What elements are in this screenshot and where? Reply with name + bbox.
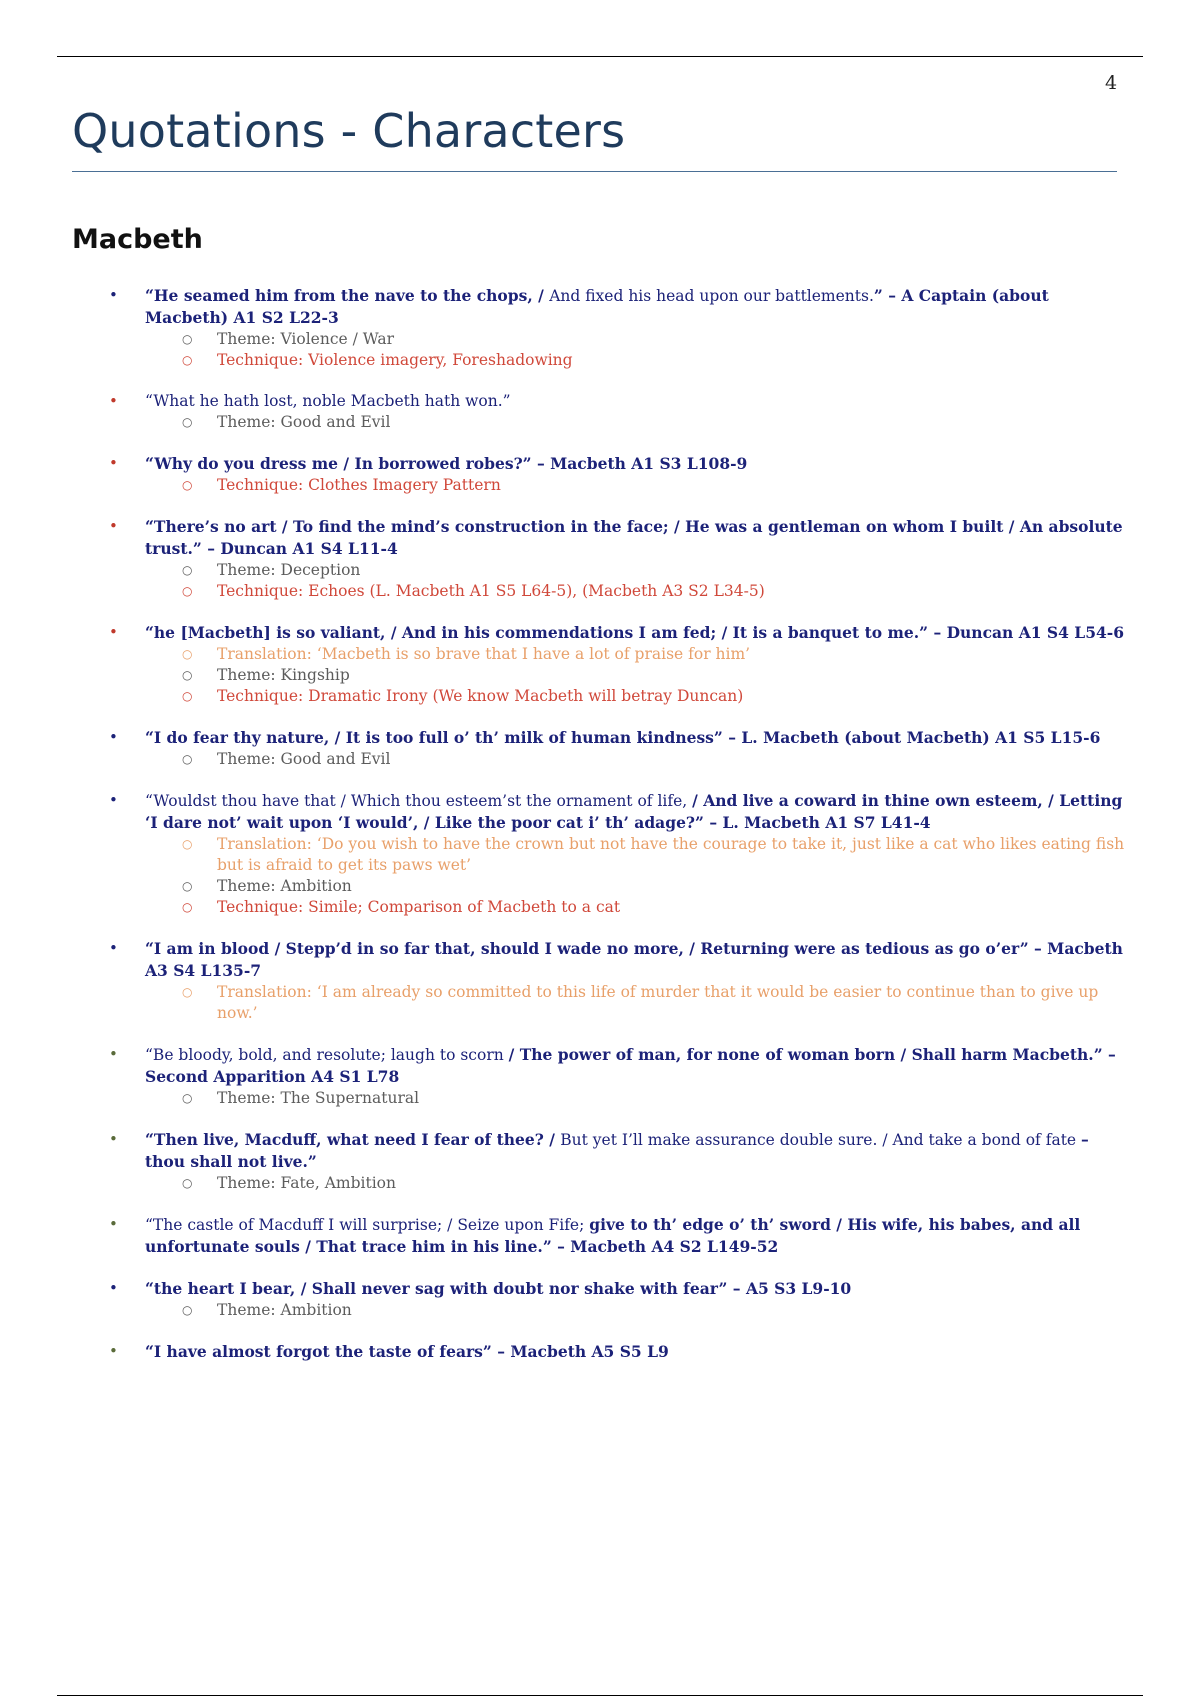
- note-text: Technique: Violence imagery, Foreshadowing: [217, 351, 573, 369]
- translation-note: [145, 644, 1128, 665]
- quote-segment: “What he hath lost, noble Macbeth hath won.”: [145, 392, 511, 410]
- quote-list: [0, 285, 1200, 1383]
- quote-segment: But yet I’ll make assurance double sure. / And take a bond of fate: [560, 1131, 1082, 1149]
- circle-bullet-icon: ○: [182, 837, 193, 851]
- quote-segment: “I have almost forgot the taste of fears” – Macbeth A5 S5 L9: [145, 1342, 669, 1361]
- note-list: [145, 1300, 1128, 1321]
- circle-bullet-icon: ○: [182, 1303, 193, 1317]
- translation-note: [145, 982, 1128, 1024]
- quote-text: [145, 790, 1128, 834]
- note-list: [145, 560, 1128, 602]
- technique-note: [145, 581, 1128, 602]
- theme-note: [145, 560, 1128, 581]
- quote-segment: “Then live, Macduff, what need I fear of thee? /: [145, 1130, 561, 1149]
- quote-item: [0, 622, 1200, 707]
- theme-note: [145, 329, 1128, 350]
- theme-note: [145, 1300, 1128, 1321]
- note-text: Theme: Kingship: [217, 666, 350, 684]
- title-underline: [72, 171, 1117, 172]
- circle-bullet-icon: ○: [182, 752, 193, 766]
- quote-item: [0, 391, 1200, 433]
- bullet-icon: •: [109, 517, 118, 535]
- bullet-icon: •: [109, 791, 118, 809]
- note-text: Technique: Simile; Comparison of Macbeth to a cat: [217, 898, 621, 916]
- quote-text: [145, 391, 1128, 412]
- quote-segment: “I do fear thy nature, / It is too full o’ th’ milk of human kindness” – L. Macbeth (about Macbeth) A1 S5 L15-6: [145, 728, 1101, 747]
- quote-segment: “There’s no art / To find the mind’s construction in the face; / He was a gentleman on whom I built / An absolute trust.” – Duncan A1 S4 L11-4: [145, 517, 1123, 558]
- quote-text: [145, 285, 1128, 329]
- note-list: [145, 475, 1128, 496]
- quote-item: [0, 938, 1200, 1024]
- quote-text: [145, 1214, 1128, 1258]
- note-text: Theme: Violence / War: [217, 330, 395, 348]
- translation-note: [145, 834, 1128, 876]
- note-list: [145, 644, 1128, 707]
- quote-item: [0, 285, 1200, 371]
- circle-bullet-icon: ○: [182, 1176, 193, 1190]
- quote-text: [145, 1341, 1128, 1363]
- note-text: Theme: Ambition: [217, 877, 352, 895]
- quote-item: [0, 1129, 1200, 1194]
- bullet-icon: •: [109, 939, 118, 957]
- theme-note: [145, 665, 1128, 686]
- note-text: Theme: Ambition: [217, 1301, 352, 1319]
- circle-bullet-icon: ○: [182, 478, 193, 492]
- circle-bullet-icon: ○: [182, 332, 193, 346]
- quote-text: [145, 1044, 1128, 1088]
- quote-text: [145, 1129, 1128, 1173]
- quote-text: [145, 622, 1128, 644]
- theme-note: [145, 749, 1128, 770]
- top-rule: [57, 56, 1143, 57]
- note-text: Technique: Echoes (L. Macbeth A1 S5 L64-5), (Macbeth A3 S2 L34-5): [217, 582, 765, 600]
- bullet-icon: •: [109, 728, 118, 746]
- theme-note: [145, 876, 1128, 897]
- note-text: Technique: Dramatic Irony (We know Macbeth will betray Duncan): [217, 687, 744, 705]
- quote-segment: “Be bloody, bold, and resolute; laugh to scorn: [145, 1046, 509, 1064]
- quote-segment: “the heart I bear, / Shall never sag with doubt nor shake with fear” – A5 S3 L9-10: [145, 1279, 852, 1298]
- quote-item: [0, 516, 1200, 602]
- quote-segment: “Wouldst thou have that / Which thou esteem’st the ornament of life,: [145, 792, 693, 810]
- bottom-rule: [57, 1695, 1143, 1696]
- note-list: [145, 834, 1128, 918]
- circle-bullet-icon: ○: [182, 584, 193, 598]
- bullet-icon: •: [109, 286, 118, 304]
- bullet-icon: •: [109, 1215, 118, 1233]
- bullet-icon: •: [109, 1045, 118, 1063]
- note-text: Translation: ‘Do you wish to have the crown but not have the courage to take it, just like a cat who likes eating fish but is afraid to get its paws wet’: [217, 835, 1125, 874]
- quote-item: [0, 1341, 1200, 1363]
- note-text: Theme: Deception: [217, 561, 361, 579]
- circle-bullet-icon: ○: [182, 985, 193, 999]
- quote-segment: “The castle of Macduff I will surprise; / Seize upon Fife;: [145, 1216, 590, 1234]
- note-text: Translation: ‘Macbeth is so brave that I have a lot of praise for him’: [217, 645, 751, 663]
- circle-bullet-icon: ○: [182, 647, 193, 661]
- quote-segment: give to th’ edge o’ th’ sword / His wife, his babes, and all unfortunate souls / That trace him in his line.” – Macbeth A4 S2 L149-52: [145, 1215, 1081, 1256]
- note-list: [145, 749, 1128, 770]
- quote-segment: And fixed his head upon our battlements.: [549, 287, 874, 305]
- quote-segment: / The power of man, for none of woman born / Shall harm Macbeth.” – Second Apparition A4 S1 L78: [145, 1045, 1116, 1086]
- quote-item: [0, 727, 1200, 770]
- note-list: [145, 329, 1128, 371]
- page-number: 4: [1105, 72, 1118, 94]
- quote-segment: / And live a coward in thine own esteem, / Letting ‘I dare not’ wait upon ‘I would’, / Like the poor cat i’ th’ adage?” – L. Macbeth A1 S7 L41-4: [145, 791, 1123, 832]
- quote-segment: “He seamed him from the nave to the chops, /: [145, 286, 550, 305]
- circle-bullet-icon: ○: [182, 668, 193, 682]
- note-text: Theme: Good and Evil: [217, 413, 391, 431]
- theme-note: [145, 1088, 1128, 1109]
- quote-segment: “Why do you dress me / In borrowed robes?” – Macbeth A1 S3 L108-9: [145, 454, 748, 473]
- note-list: [145, 1088, 1128, 1109]
- quote-segment: “he [Macbeth] is so valiant, / And in his commendations I am fed; / It is a banquet to me.” – Duncan A1 S4 L54-6: [145, 623, 1124, 642]
- quote-item: [0, 453, 1200, 496]
- note-list: [145, 1173, 1128, 1194]
- quote-item: [0, 790, 1200, 918]
- circle-bullet-icon: ○: [182, 415, 193, 429]
- note-text: Theme: The Supernatural: [217, 1089, 420, 1107]
- circle-bullet-icon: ○: [182, 1091, 193, 1105]
- technique-note: [145, 350, 1128, 371]
- page-title: Quotations - Characters: [72, 104, 626, 158]
- circle-bullet-icon: ○: [182, 900, 193, 914]
- note-text: Translation: ‘I am already so committed to this life of murder that it would be easier to continue than to give up now.’: [217, 983, 1099, 1022]
- bullet-icon: •: [109, 454, 118, 472]
- quote-text: [145, 453, 1128, 475]
- bullet-icon: •: [109, 1279, 118, 1297]
- circle-bullet-icon: ○: [182, 879, 193, 893]
- quote-item: [0, 1044, 1200, 1109]
- quote-text: [145, 727, 1128, 749]
- theme-note: [145, 1173, 1128, 1194]
- circle-bullet-icon: ○: [182, 563, 193, 577]
- quote-segment: ” – A Captain (about Macbeth) A1 S2 L22-3: [145, 286, 1049, 327]
- bullet-icon: •: [109, 1342, 118, 1360]
- technique-note: [145, 897, 1128, 918]
- note-list: [145, 412, 1128, 433]
- circle-bullet-icon: ○: [182, 353, 193, 367]
- note-text: Theme: Fate, Ambition: [217, 1174, 396, 1192]
- quote-segment: – thou shall not live.”: [145, 1130, 1089, 1171]
- bullet-icon: •: [109, 392, 118, 410]
- note-text: Theme: Good and Evil: [217, 750, 391, 768]
- quote-text: [145, 938, 1128, 982]
- quote-item: [0, 1214, 1200, 1258]
- bullet-icon: •: [109, 623, 118, 641]
- technique-note: [145, 475, 1128, 496]
- quote-text: [145, 1278, 1128, 1300]
- quote-text: [145, 516, 1128, 560]
- quote-item: [0, 1278, 1200, 1321]
- note-text: Technique: Clothes Imagery Pattern: [217, 476, 501, 494]
- quote-segment: “I am in blood / Stepp’d in so far that, should I wade no more, / Returning were as tedious as go o’er” – Macbeth A3 S4 L135-7: [145, 939, 1123, 980]
- technique-note: [145, 686, 1128, 707]
- bullet-icon: •: [109, 1130, 118, 1148]
- circle-bullet-icon: ○: [182, 689, 193, 703]
- theme-note: [145, 412, 1128, 433]
- note-list: [145, 982, 1128, 1024]
- section-heading: Macbeth: [72, 224, 203, 255]
